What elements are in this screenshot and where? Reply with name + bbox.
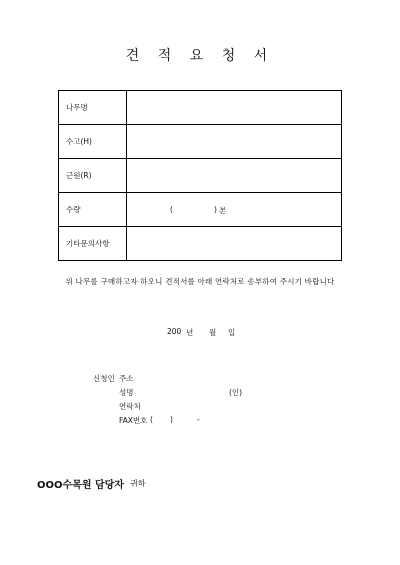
- date-year: 200: [167, 327, 182, 336]
- address-label: 주소: [119, 374, 134, 383]
- qty-open-paren: (: [170, 205, 173, 214]
- label-tree-name: 나무명: [59, 91, 127, 125]
- fax-close-paren: ): [170, 415, 173, 424]
- field-root[interactable]: [127, 159, 342, 193]
- name-label: 성명: [119, 388, 134, 397]
- recipient-name: OOO수목원 담당자: [37, 480, 124, 491]
- contact-label: 연락처: [119, 402, 141, 411]
- field-height[interactable]: [127, 125, 342, 159]
- qty-unit: 본: [219, 206, 227, 215]
- request-notice: 위 나무를 구매하고자 하오니 견적서를 아래 연락처로 송부하여 주시기 바랍니다: [65, 277, 335, 286]
- fax-label: FAX번호: [119, 416, 148, 425]
- field-other-inquiries[interactable]: [127, 227, 342, 261]
- document-title: 견 적 요 청 서: [125, 48, 275, 64]
- field-tree-name[interactable]: [127, 91, 342, 125]
- date-month-unit: 월: [209, 328, 217, 337]
- fax-dash: -: [197, 415, 200, 424]
- quote-form-table: [58, 90, 342, 261]
- applicant-header: 신청인: [93, 374, 115, 383]
- form-row-root: [59, 159, 342, 193]
- label-root: 근원(R): [59, 159, 127, 193]
- date-day-unit: 일: [228, 328, 236, 337]
- label-quantity: 수량: [59, 193, 127, 227]
- form-row-height: [59, 125, 342, 159]
- date-year-unit: 년: [186, 328, 194, 337]
- form-row-other: [59, 227, 342, 261]
- label-height: 수고(H): [59, 125, 127, 159]
- form-row-tree-name: [59, 91, 342, 125]
- fax-open-paren: (: [150, 415, 153, 424]
- form-row-quantity: [59, 193, 342, 227]
- qty-close-paren: ): [214, 205, 217, 214]
- label-other-inquiries: 기타문의사항: [59, 227, 127, 261]
- recipient-suffix: 귀하: [130, 479, 146, 488]
- seal-mark: (인): [229, 388, 243, 397]
- field-quantity[interactable]: [127, 193, 342, 227]
